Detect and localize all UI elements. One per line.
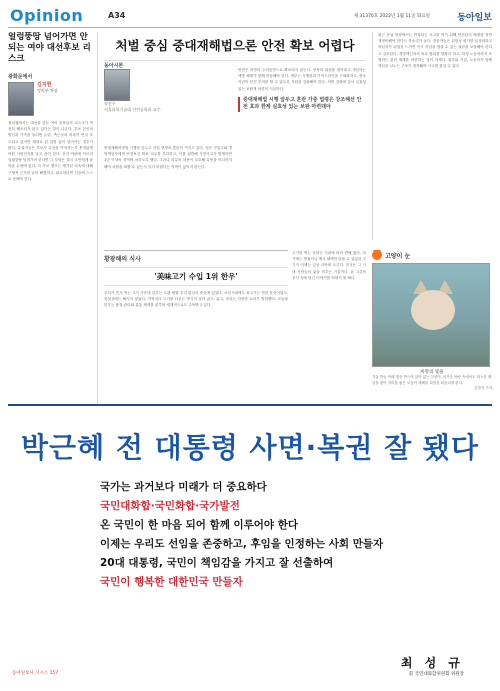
ad-line-6: 국민이 행복한 대한민국 만들자 [100, 576, 243, 588]
editorial-text-2a: 안전은 처벌의 두려움만으로 확보되지 않는다. 현장의 위험을 찾아내고 개선하는 예방 체계가 함께 작동해야 한다. 정부는 시행령과 가이드라인을 구체화하고, 중소기업이 안전 투자를 할 수 있도록 지원을 강화해야 한다. 처벌 강화에 앞서 실효성 있는 보완책 마련이 시급하다. [238, 68, 366, 91]
photo-credit: 김정자 기자 [473, 386, 492, 390]
author-info [37, 82, 58, 116]
photo-label: 고양이 눈 [385, 252, 411, 260]
column-tag: 광화문에서 [8, 74, 33, 80]
columnist-photo [104, 69, 130, 101]
author-photo [8, 82, 34, 116]
columnist-card [104, 60, 186, 134]
ad-headline: 박근혜 전 대통령 사면·복권 잘 됐다 [20, 431, 480, 464]
columnist-label: 동아시론 [104, 63, 124, 69]
cat-photo [372, 263, 490, 367]
author-name: 김지현 [37, 82, 52, 88]
editorial-text-1: 중대재해처벌법 시행을 앞두고 산업 현장의 혼란이 커지고 있다. 법은 사업주와 경영책임자에게 안전보건 확보 의무를 부과하고, 이를 위반해 사망사고가 발생하면 1년 이상의 징역에 처하도록 했다. 그러나 의무의 내용이 모호해 무엇을 어디까지 해야 처벌을 피할 수 있는지 알기 어렵다는 지적이 끊이지 않는다. [104, 146, 232, 169]
ad-line-5: 20대 대통령, 국민이 책임감을 가지고 잘 선출하여 [100, 557, 334, 569]
right-body: 최근 산업 현장에서는 반복되는 사고를 막기 위해 안전관리 체계를 전면 재정비해야 한다는 목소리가 높다. 전문가들은 위험성 평가를 일상화하고 작업자가 위험을 느끼면 즉시 작업을 멈출 수 있는 권한을 보장해야 한다고 강조한다. 경영책임자의 의무 범위를 명확히 하고, 하청 노동자까지 포괄하는 관리 체계를 마련하는 것이 과제다. 정부와 기업, 노동자가 함께 책임을 나누는 구조가 정착돼야 사고를 줄일 수 있다. [378, 33, 492, 69]
notes-column [292, 250, 366, 398]
photo-title: 희망의 빛줄 [420, 370, 444, 375]
cat-head [411, 290, 455, 330]
masthead [8, 6, 492, 28]
right-column [372, 32, 492, 240]
food-body: 우리가 즐겨 먹는 고기 가운데 한우는 오랜 세월 우리 밥상의 중심에 있었다. 조선시대에도 쇠고기는 귀한 음식이었고, 잔칫상에는 빠지지 않았다. 지역마다 고기를 다루는 방식이 달라 굽고, 삶고, 조리는 다양한 요리가 발달했다. 오늘날 한우는 품질 관리와 유통 체계를 갖추며 세계적으로도 주목받고 있다. [104, 291, 288, 308]
ad-line-1: 국가는 과거보다 미래가 더 중요하다 [100, 481, 267, 493]
food-label: 황광해의 식사 [104, 256, 141, 263]
ad-signature [401, 654, 464, 677]
editorial-quote: 중대재해법 시행 앞두고 혼란 가중 법령은 강조해선 안전 효과 한계 실효성 있는 보완 마련돼야 [238, 97, 366, 112]
columnist-role: 서울과학기술대 안전공학과 교수 [104, 107, 161, 112]
advertisement [8, 404, 492, 680]
ad-sign-name: 최 성 규 [400, 656, 464, 670]
left-headline: 얼렁뚱땅 넘어가면 안 되는 여야 대선후보 리스크 [8, 32, 91, 64]
ad-line-3: 온 국민이 한 마음 되어 함께 이루어야 한다 [100, 519, 299, 531]
photo-caption: 겨울 하늘 아래 빛을 받으며 앉아 있는 고양이. 차가운 바람 속에서도 따스한 햇살을 찾아 자리를 잡은 모습이 새해의 희망을 떠올리게 한다. [372, 375, 492, 385]
page-number: A34 [108, 11, 126, 20]
left-body: 정치권에서는 대선을 앞둔 여야 후보들의 리스크가 여전히 해소되지 않고 있다는 말이 나온다. 후보 본인의 발언과 가족을 둘러싼 논란, 측근들의 의혹이 연일 보도되고 있지만 제대로 된 설명 없이 넘어가는 경우가 많다. 유권자들은 후보가 무엇을 약속하는지 못지않게 어떤 사람인지를 알고 싶어 한다. 선거 막판에 이르러 얼렁뚱땅 넘어가려 한다면 그 부담은 결국 국민에게 돌아올 수밖에 없다. 각 후보 캠프는 제기된 의혹에 대해 구체적 근거를 들어 해명하고, 필요하다면 검증에 스스로 응해야 한다. [8, 121, 93, 181]
food-headline: '美味고기 수입 1위 한우' [104, 267, 288, 286]
editorial-headline: 처벌 중심 중대재해법으론 안전 확보 어렵다 [104, 32, 366, 61]
notes-body: 고기를 먹는 문화는 시대에 따라 변해 왔다. 과거에는 명절이나 제사 때에만 맛볼 수 있었던 고기가 이제는 일상 식탁에 오른다. 음식은 그 시대 사람들의 삶을 비추는 거울이다. 한 그릇의 음식 속에 담긴 이야기를 되새겨 볼 때다. [292, 251, 366, 280]
cat-icon [372, 250, 382, 260]
columnist-name: 정진우 [104, 101, 116, 106]
section-title: Opinion [10, 6, 84, 25]
author-row [8, 82, 93, 116]
left-column [8, 32, 98, 412]
photo-header [372, 250, 492, 260]
author-role: 정치부 차장 [37, 88, 58, 93]
ad-line-4: 이제는 우리도 선임을 존중하고, 후임을 인정하는 사회 만들자 [100, 538, 384, 550]
editorial-col-2 [238, 67, 366, 170]
food-column [104, 250, 288, 398]
ad-line-2: 국민대화합·국민화합·국가발전 [100, 500, 240, 512]
issue-info: 제 31376호 2022년 1월 11일 화요일 [353, 14, 430, 19]
brand-logo: 동아일보 [457, 13, 492, 23]
ad-footer: 동아일보사 시시스 157 [12, 671, 59, 676]
ad-sign-title: 前 국민대화합위원회 위원장 [408, 672, 464, 677]
photo-column [372, 250, 492, 398]
ad-lines [100, 478, 480, 592]
